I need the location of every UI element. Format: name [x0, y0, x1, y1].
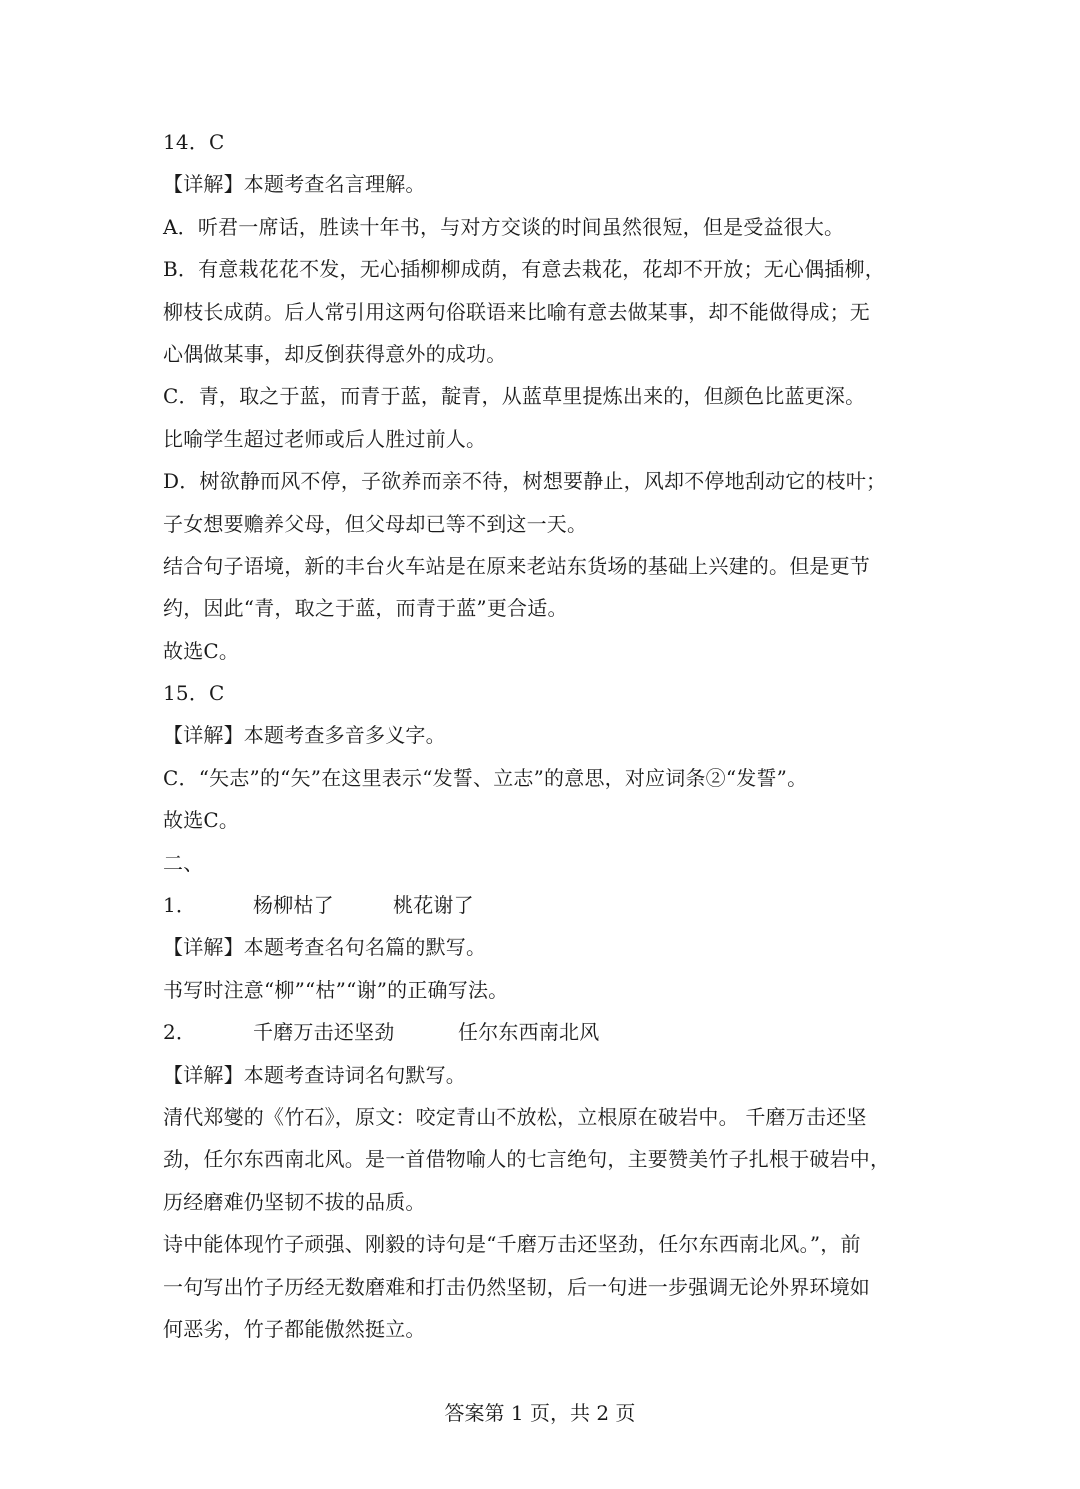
answer-content [163, 121, 923, 1350]
text-line: 子女想要赡养父母，但父母却已等不到这一天。 [163, 511, 588, 536]
text-line: D．树欲静而风不停，子欲养而亲不待，树想要静止，风却不停地刮动它的枝叶； [163, 469, 887, 494]
text-line: 约，因此“青，取之于蓝，而青于蓝”更合适。 [163, 596, 568, 621]
text-line: 劲，任尔东西南北风。是一首借物喻人的七言绝句，主要赞美竹子扎根于破岩中， [163, 1147, 891, 1172]
text-line: 【详解】本题考查多音多义字。 [163, 723, 446, 748]
text-line: 书写时注意“柳”“枯”“谢”的正确写法。 [163, 977, 509, 1002]
fill-blank-answer-2 [163, 1011, 923, 1053]
answer-blank: 千磨万击还坚劲 [253, 1020, 395, 1045]
text-line: 心偶做某事，却反倒获得意外的成功。 [163, 341, 507, 366]
question-number: 2． [163, 1020, 197, 1045]
text-line: 柳枝长成荫。后人常引用这两句俗联语来比喻有意去做某事，却不能做得成；无 [163, 299, 870, 324]
answer-blank: 任尔东西南北风 [458, 1020, 600, 1045]
answer-blank: 杨柳枯了 [253, 893, 334, 918]
page-footer: 答案第 1 页，共 2 页 [444, 1401, 636, 1425]
text-line: 诗中能体现竹子顽强、刚毅的诗句是“千磨万击还坚劲，任尔东西南北风。”，前 [163, 1232, 861, 1257]
text-line: 一句写出竹子历经无数磨难和打击仍然坚韧，后一句进一步强调无论外界环境如 [163, 1274, 870, 1299]
text-line: 15．C [163, 681, 225, 706]
question-number: 1． [163, 893, 197, 918]
text-line: 二、 [163, 850, 204, 875]
text-line: 故选C。 [163, 638, 240, 663]
text-line: 清代郑燮的《竹石》，原文：咬定青山不放松，立根原在破岩中。 千磨万击还坚 [163, 1104, 867, 1129]
text-line: 【详解】本题考查名言理解。 [163, 172, 426, 197]
text-line: 【详解】本题考查诗词名句默写。 [163, 1062, 466, 1087]
text-line: 【详解】本题考查名句名篇的默写。 [163, 935, 487, 960]
text-line: 结合句子语境，新的丰台火车站是在原来老站东货场的基础上兴建的。但是更节 [163, 553, 870, 578]
text-line: 历经磨难仍坚韧不拔的品质。 [163, 1189, 426, 1214]
text-line: 14．C [163, 130, 225, 154]
fill-blank-answer-1 [163, 884, 923, 926]
text-line: C．青，取之于蓝，而青于蓝，靛青，从蓝草里提炼出来的，但颜色比蓝更深。 [163, 384, 866, 409]
text-line: 何恶劣，竹子都能傲然挺立。 [163, 1316, 426, 1341]
text-line: 故选C。 [163, 808, 240, 833]
text-line: 比喻学生超过老师或后人胜过前人。 [163, 426, 487, 451]
text-line: B．有意栽花花不发，无心插柳柳成荫，有意去栽花，花却不开放；无心偶插柳， [163, 257, 885, 282]
text-line: C．“矢志”的“矢”在这里表示“发誓、立志”的意思，对应词条②“发誓”。 [163, 765, 808, 790]
answer-blank: 桃花谢了 [393, 893, 474, 918]
text-line: A．听君一席话，胜读十年书，与对方交谈的时间虽然很短，但是受益很大。 [163, 214, 845, 239]
